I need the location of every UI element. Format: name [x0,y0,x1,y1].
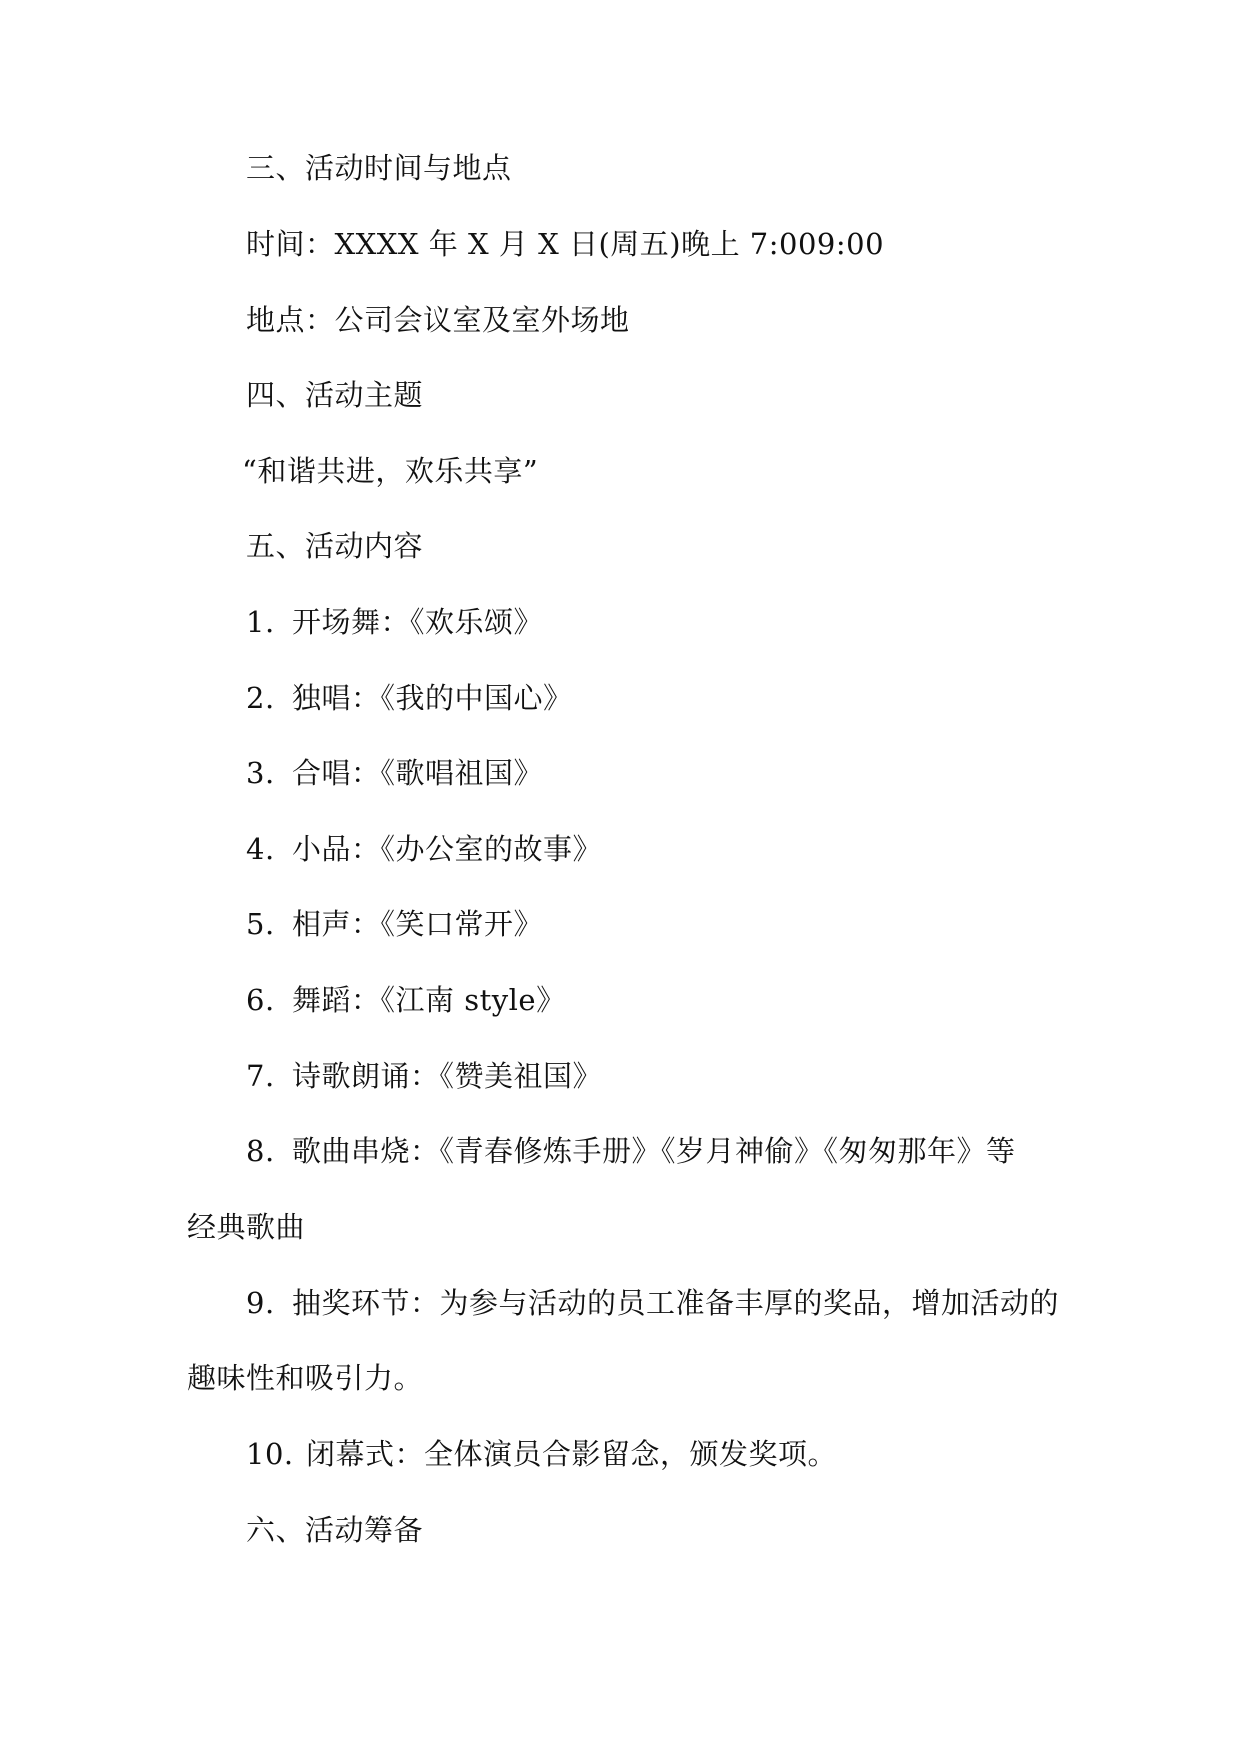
program-item-number: 6. [246,983,275,1017]
program-item [246,982,566,1018]
event-place: 地点：公司会议室及室外场地 [246,303,630,337]
section-5-heading: 五、活动内容 [246,529,424,563]
program-item-number: 8. [246,1134,275,1168]
program-item-number: 4. [246,832,275,866]
program-item [246,1285,1059,1321]
section-4-heading: 四、活动主题 [246,378,424,412]
program-item-number: 3. [246,756,275,790]
program-item-text: 抽奖环节：为参与活动的员工准备丰厚的奖品，增加活动的 [292,1286,1060,1320]
program-item-text: 诗歌朗诵：《赞美祖国》 [292,1059,603,1093]
section-3-heading: 三、活动时间与地点 [246,151,512,185]
program-item-number: 7. [246,1059,275,1093]
program-item-text: 小品：《办公室的故事》 [292,832,603,866]
program-item [246,906,543,942]
program-item-text: 舞蹈：《江南 style》 [292,983,566,1017]
program-item [246,604,543,640]
program-item-number: 2. [246,681,275,715]
program-item [246,831,602,867]
program-item-number: 9. [246,1286,275,1320]
program-item-text: 独唱：《我的中国心》 [292,681,573,715]
event-theme: “和谐共进，欢乐共享” [242,454,539,488]
program-item-continuation: 趣味性和吸引力。 [187,1361,424,1395]
program-item-text: 相声：《笑口常开》 [292,907,544,941]
program-item [246,1058,602,1094]
program-item-text: 合唱：《歌唱祖国》 [292,756,544,790]
program-item-number: 10. [246,1437,294,1471]
section-6-heading: 六、活动筹备 [246,1513,424,1547]
program-item-text: 闭幕式：全体演员合影留念，颁发奖项。 [306,1437,838,1471]
program-item-text: 歌曲串烧：《青春修炼手册》《岁月神偷》《匆匆那年》等 [292,1134,1016,1168]
program-item [246,755,543,791]
event-time: 时间：XXXX 年 X 月 X 日(周五)晚上 7:009:00 [246,227,885,261]
program-item [246,1133,1016,1169]
program-item-number: 5. [246,907,275,941]
program-item-number: 1. [246,605,275,639]
program-item-text: 开场舞：《欢乐颂》 [292,605,544,639]
program-item-continuation: 经典歌曲 [187,1210,306,1244]
program-item [246,680,573,716]
program-item [246,1436,837,1472]
